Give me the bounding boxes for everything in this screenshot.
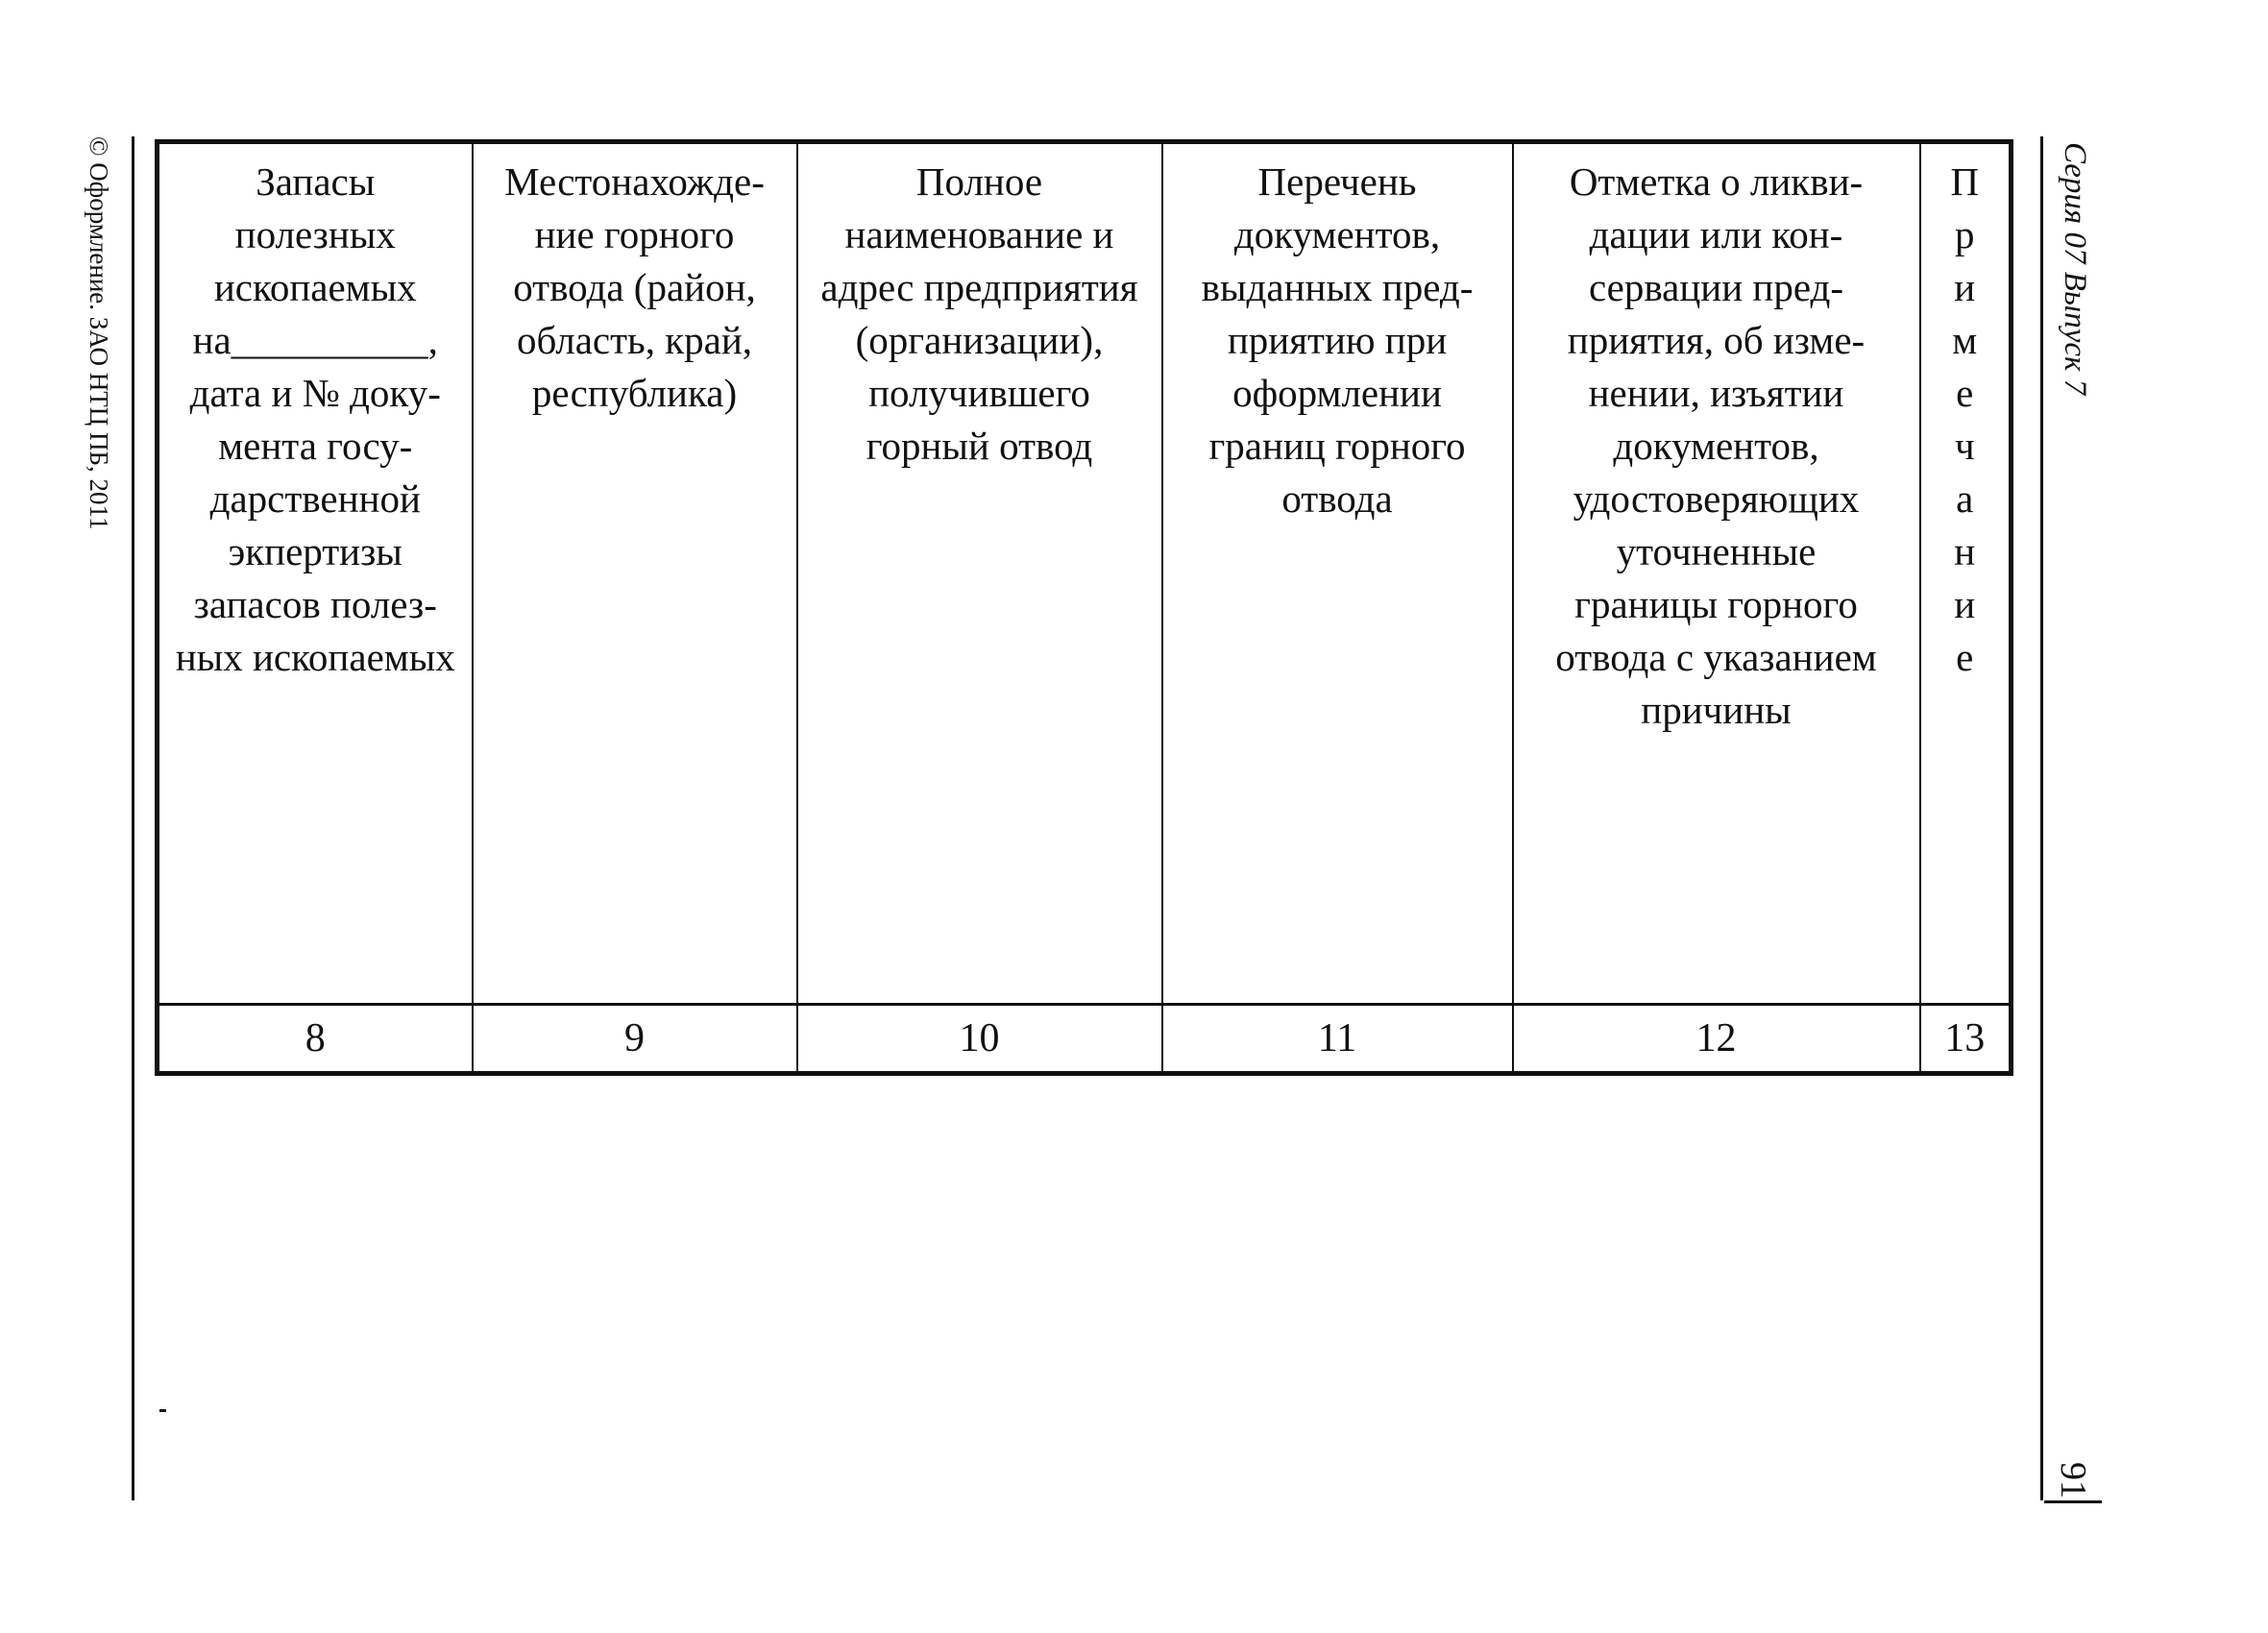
- header-cell-location: [473, 142, 797, 1005]
- right-margin-rule: [2040, 136, 2043, 1500]
- stray-mark: [159, 1409, 166, 1412]
- column-number: 11: [1162, 1005, 1513, 1074]
- header-text: Полное наименование и адрес предприятия (организации), получившего горный отвод: [820, 159, 1138, 468]
- column-number: 10: [797, 1005, 1162, 1074]
- header-text: П р и м е ч а н и е: [1950, 159, 1980, 679]
- series-text: Серия 07 Выпуск 7: [2058, 142, 2092, 396]
- table-header-row: [158, 142, 2012, 1005]
- header-cell-reserves: [158, 142, 473, 1005]
- column-number: 9: [473, 1005, 797, 1074]
- column-number: 8: [158, 1005, 473, 1074]
- header-text: Местонахожде- ние горного отвода (район, область, край, республика): [504, 159, 765, 415]
- table-number-row: [158, 1005, 2012, 1074]
- header-cell-note: [1920, 142, 2012, 1005]
- column-number: 13: [1920, 1005, 2012, 1074]
- header-cell-documents: [1162, 142, 1513, 1005]
- header-text: Запасы полезных ископаемых на__________, дата и № доку- мента госу- дарственной экпертизы запасов полез- ных ископаемых: [175, 159, 455, 679]
- header-text: Отметка о ликви- дации или кон- сервации пред- приятия, об изме- нении, изъятии документов, удостоверяющих уточненные границы горного отвода с указанием причины: [1555, 159, 1877, 732]
- header-cell-company: [797, 142, 1162, 1005]
- page-number-rule: [2044, 1500, 2102, 1503]
- column-number: 12: [1513, 1005, 1920, 1074]
- registry-table: [155, 139, 2013, 1076]
- header-text: Перечень документов, выданных пред- приятию при оформлении границ горного отвода: [1201, 159, 1474, 521]
- page-number-text: 91: [2053, 1462, 2093, 1499]
- copyright-text: © Оформление. ЗАО НТЦ ПБ, 2011: [85, 136, 113, 530]
- header-cell-liquidation: [1513, 142, 1920, 1005]
- left-margin-rule: [132, 136, 134, 1500]
